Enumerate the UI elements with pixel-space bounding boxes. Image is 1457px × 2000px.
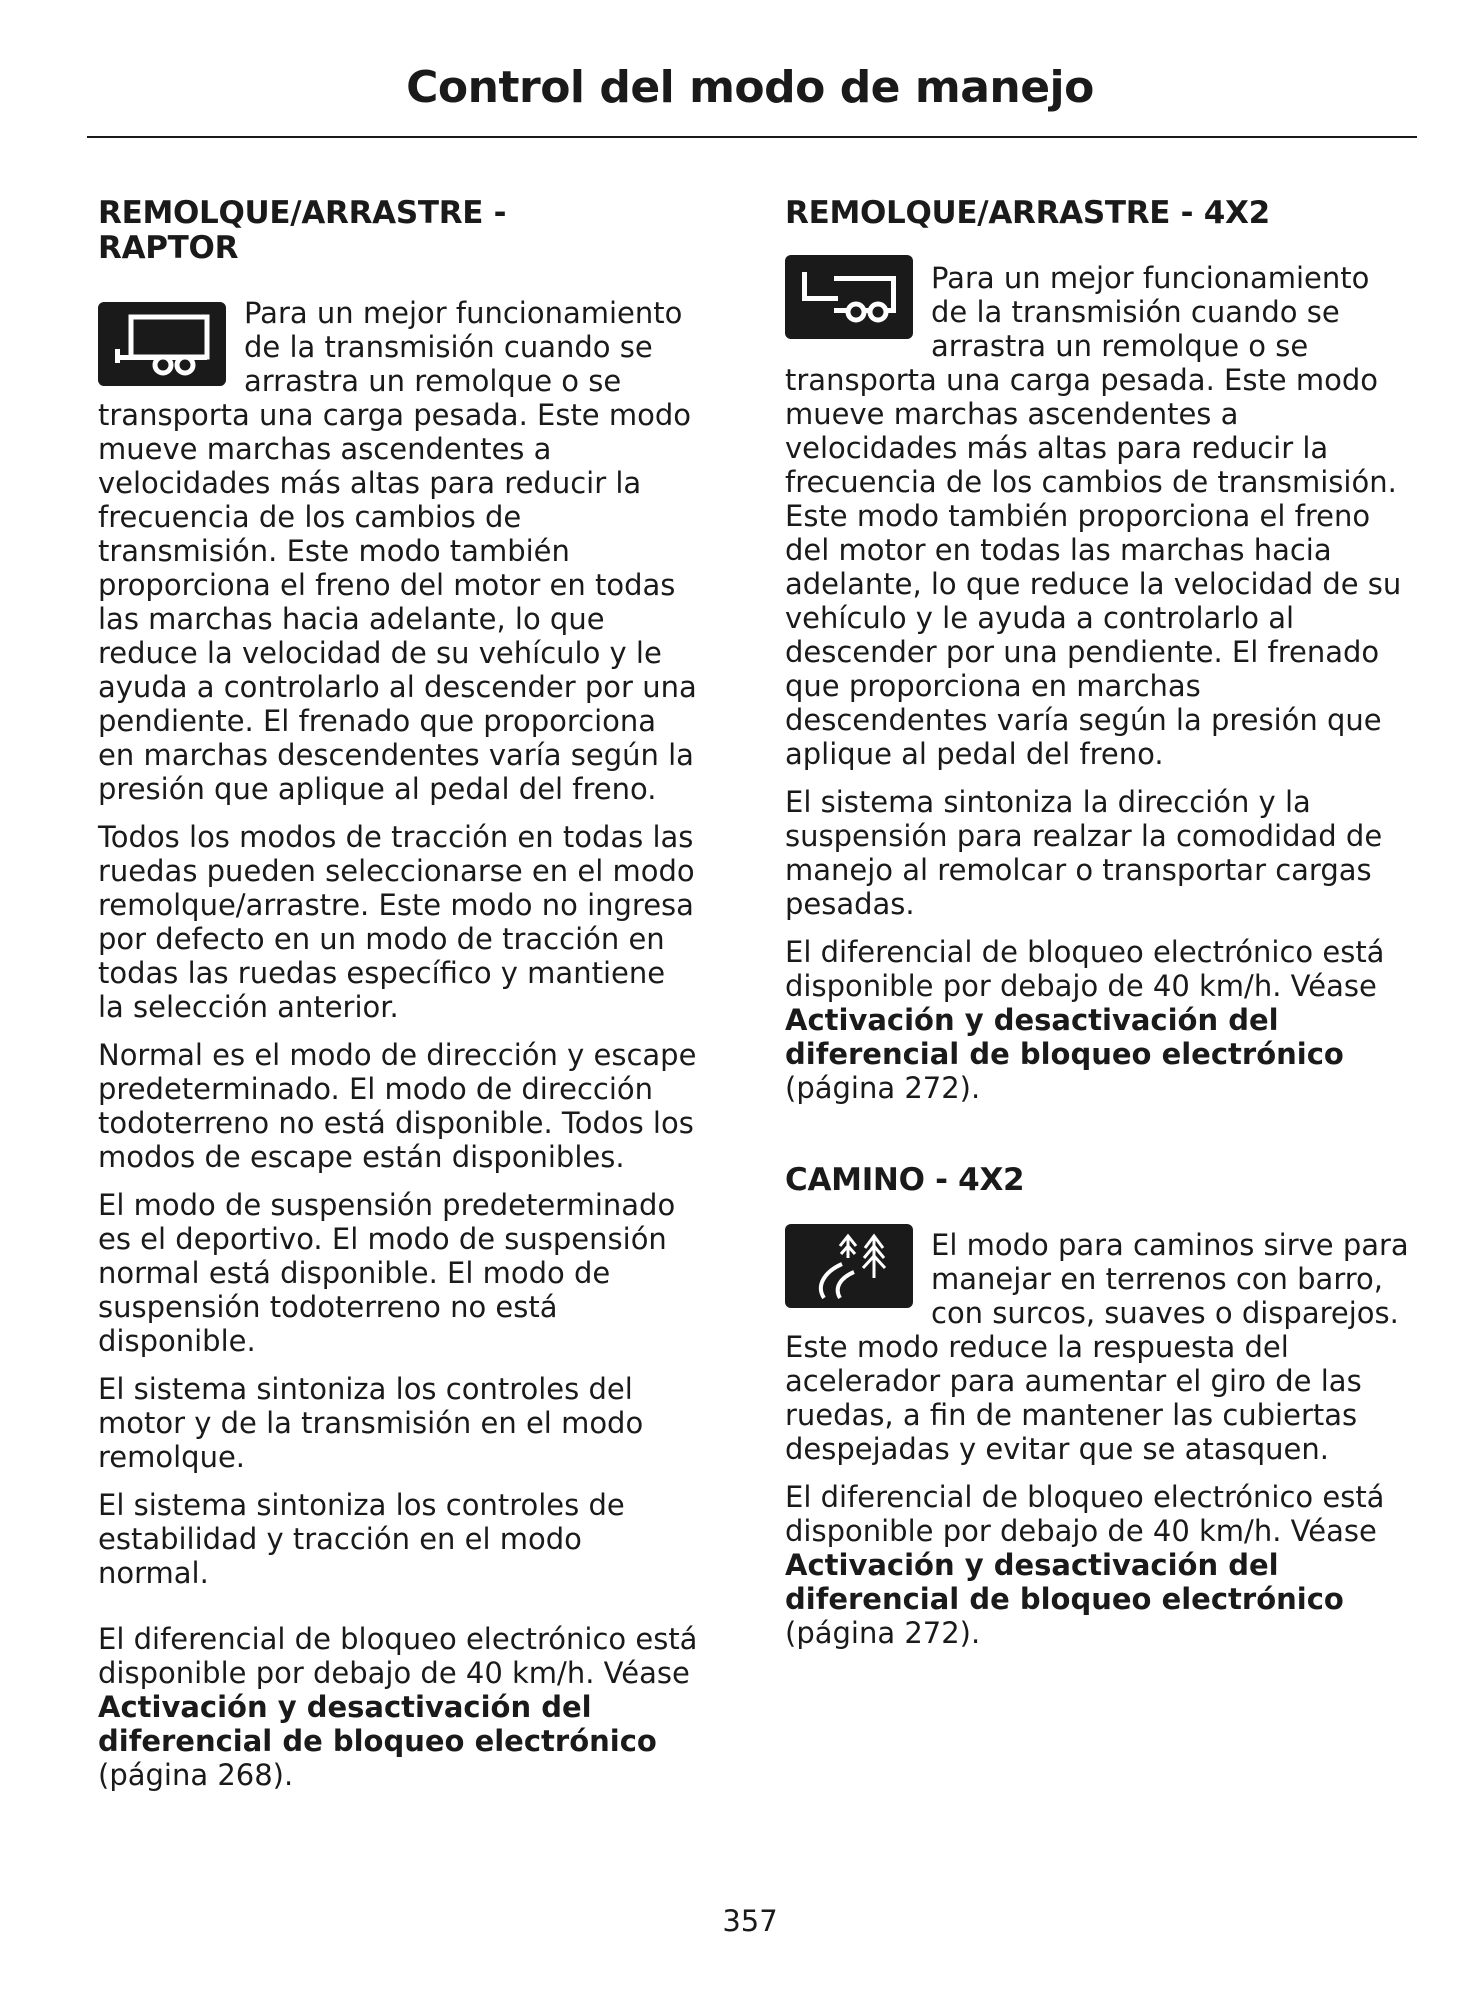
right-column: [785, 196, 1410, 1664]
paragraph: Para un mejor funcionamiento de la transmisión cuando se arrastra un remolque o se transporta una carga pesada. Este modo mueve marchas ascendentes a velocidades más altas para reducir la frecuencia de los cambios de transmisión. Este modo también proporciona el freno del motor en todas las marchas hacia adelante, lo que reduce la velocidad de su vehículo y le ayuda a controlarlo al descender por una pendiente. El frenado que proporciona en marchas descendentes varía según la presión que aplique al pedal del freno.: [785, 261, 1402, 771]
reference-link[interactable]: Activación y desactivación del diferencial de bloqueo electrónico: [785, 1003, 1344, 1071]
reference-link[interactable]: Activación y desactivación del diferencial de bloqueo electrónico: [785, 1548, 1344, 1616]
paragraph: El sistema sintoniza los controles de estabilidad y tracción en el modo normal.: [98, 1488, 625, 1590]
section-heading-tow-haul-4x2: REMOLQUE/ARRASTRE - 4X2: [785, 195, 1270, 231]
reference-page: (página 272).: [785, 1616, 981, 1650]
section-heading-tow-haul-raptor: [98, 196, 698, 266]
reference-text: El diferencial de bloqueo electrónico está disponible por debajo de 40 km/h. Véase: [785, 935, 1385, 1003]
section-heading-trail-4x2: CAMINO - 4X2: [785, 1162, 1025, 1198]
page-title: Control del modo de manejo: [406, 62, 1094, 113]
reference-text: El diferencial de bloqueo electrónico está disponible por debajo de 40 km/h. Véase: [98, 1622, 698, 1690]
paragraph: El modo de suspensión predeterminado es el deportivo. El modo de suspensión normal está disponible. El modo de suspensión todoterreno no está disponible.: [98, 1188, 676, 1358]
heading-line-1: REMOLQUE/ARRASTRE -: [98, 195, 507, 231]
paragraph: Todos los modos de tracción en todas las ruedas pueden seleccionarse en el modo remolque/arrastre. Este modo no ingresa por defecto en un modo de tracción en todas las ruedas específico y mantiene la selección anterior.: [98, 820, 695, 1024]
paragraph: El modo para caminos sirve para manejar en terrenos con barro, con surcos, suaves o disparejos. Este modo reduce la respuesta del acelerador para aumentar el giro de las ruedas, a fin de mantener las cubiertas despejadas y evitar que se atasquen.: [785, 1228, 1409, 1466]
page-number: 357: [722, 1904, 778, 1938]
trailer-icon: [98, 302, 226, 386]
reference-page: (página 268).: [98, 1758, 294, 1792]
paragraph-cross-reference: [785, 935, 1410, 1105]
reference-text: El diferencial de bloqueo electrónico está disponible por debajo de 40 km/h. Véase: [785, 1480, 1385, 1548]
paragraph: El sistema sintoniza la dirección y la suspensión para realzar la comodidad de manejo al remolcar o transportar cargas pesadas.: [785, 785, 1383, 921]
paragraph: Normal es el modo de dirección y escape predeterminado. El modo de dirección todoterreno no está disponible. Todos los modos de escape están disponibles.: [98, 1038, 697, 1174]
paragraph-cross-reference: [98, 1622, 698, 1792]
paragraph-cross-reference: [785, 1480, 1410, 1650]
reference-page: (página 272).: [785, 1071, 981, 1105]
left-column: [98, 196, 698, 1806]
paragraph: Para un mejor funcionamiento de la transmisión cuando se arrastra un remolque o se transporta una carga pesada. Este modo mueve marchas ascendentes a velocidades más altas para reducir la frecuencia de los cambios de transmisión. Este modo también proporciona el freno del motor en todas las marchas hacia adelante, lo que reduce la velocidad de su vehículo y le ayuda a controlarlo al descender por una pendiente. El frenado que proporciona en marchas descendentes varía según la presión que aplique al pedal del freno.: [98, 296, 697, 806]
trail-icon: [785, 1224, 913, 1308]
paragraph: El sistema sintoniza los controles del motor y de la transmisión en el modo remolque.: [98, 1372, 644, 1474]
trailer-icon: [785, 255, 913, 339]
title-divider: [87, 136, 1417, 138]
heading-line-2: RAPTOR: [98, 230, 239, 266]
reference-link[interactable]: Activación y desactivación del diferencial de bloqueo electrónico: [98, 1690, 657, 1758]
